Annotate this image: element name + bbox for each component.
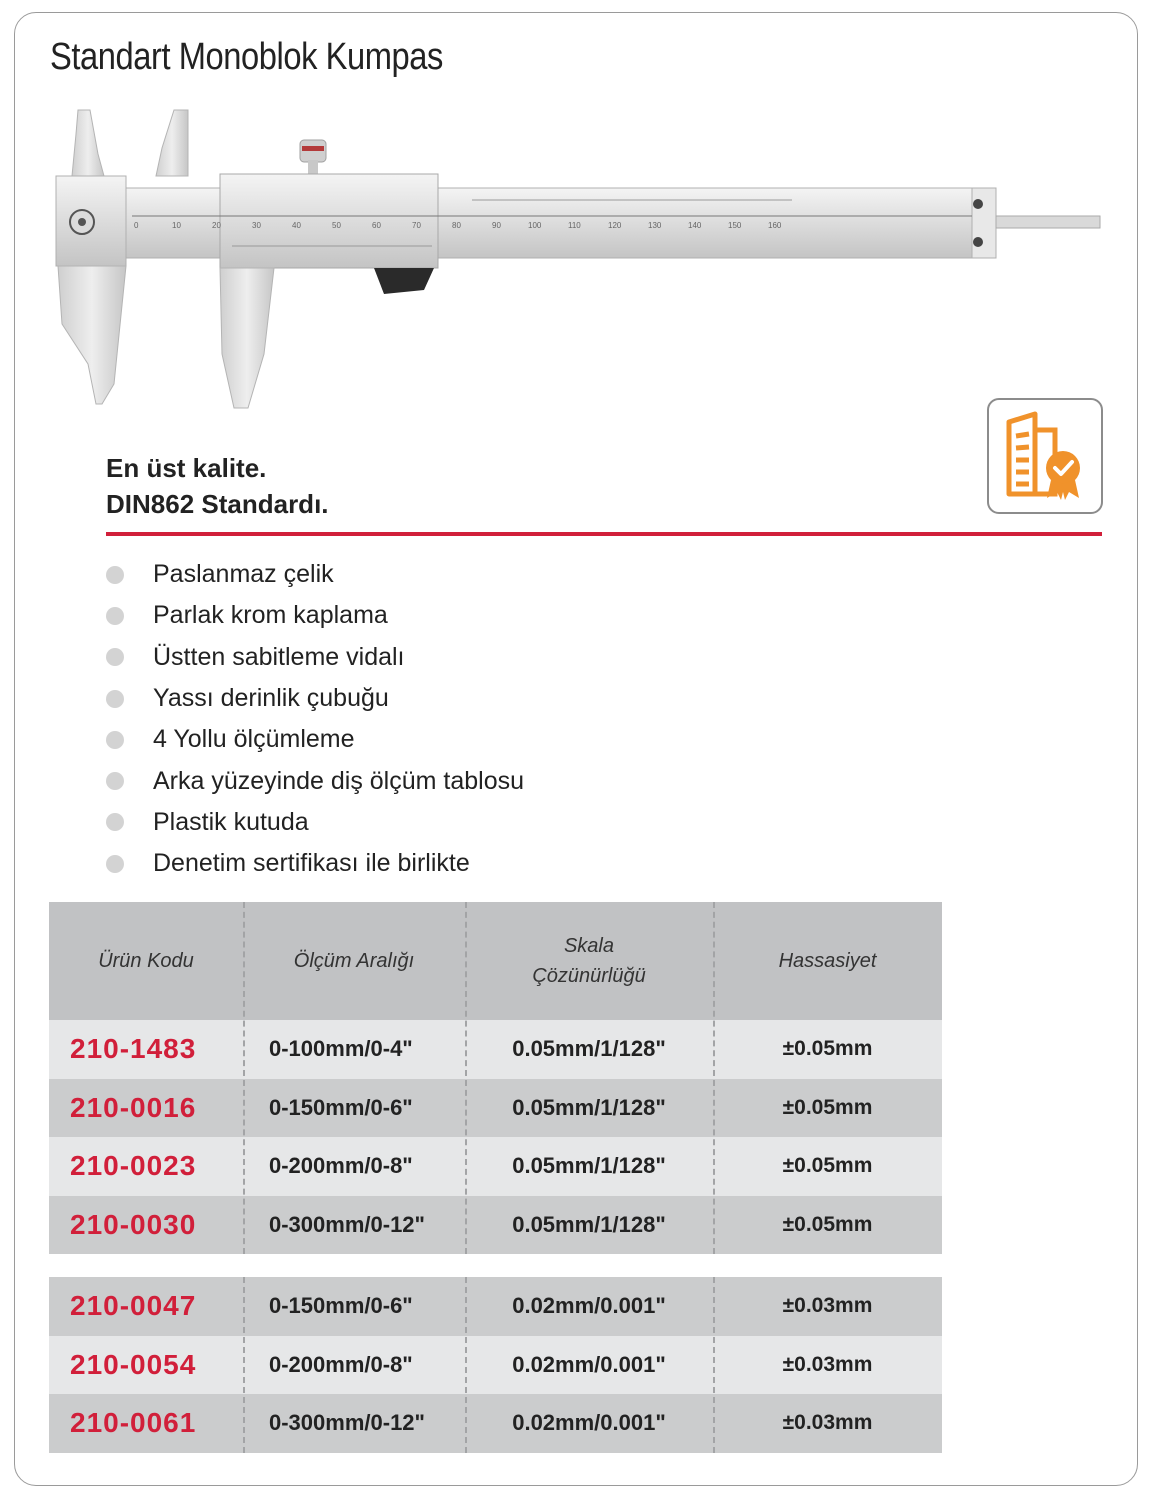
svg-text:120: 120 (608, 221, 622, 230)
accuracy: ±0.05mm (782, 1037, 873, 1061)
measuring-range: 0-200mm/0-8" (269, 1351, 413, 1377)
scale-resolution: 0.05mm/1/128" (512, 1094, 666, 1120)
product-code: 210-1483 (70, 1033, 197, 1065)
feature-list (106, 554, 524, 884)
feature-text: 4 Yollu ölçümleme (153, 725, 355, 754)
header-product-code: Ürün Kodu (98, 950, 194, 972)
svg-text:30: 30 (252, 221, 261, 230)
svg-text:80: 80 (452, 221, 461, 230)
accuracy: ±0.03mm (782, 1411, 873, 1435)
table-row (49, 1137, 942, 1196)
bullet-icon (106, 855, 124, 873)
page-title: Standart Monoblok Kumpas (50, 36, 443, 78)
vernier-caliper-image (52, 104, 1106, 414)
accuracy: ±0.05mm (782, 1095, 873, 1119)
feature-item (106, 637, 524, 678)
bullet-icon (106, 731, 124, 749)
feature-item (106, 760, 524, 801)
table-row (49, 1336, 942, 1395)
feature-item (106, 554, 524, 595)
header-resolution (465, 902, 713, 1020)
tagline-line-2: DIN862 Standardı. (106, 489, 329, 519)
svg-text:0: 0 (134, 221, 139, 230)
column-divider (465, 1277, 467, 1453)
table-row (49, 1394, 942, 1453)
table-row (49, 1079, 942, 1138)
svg-text:100: 100 (528, 221, 542, 230)
table-row (49, 1020, 942, 1079)
svg-text:60: 60 (372, 221, 381, 230)
header-resolution-text: Skala Çözünürlüğü (532, 935, 646, 987)
svg-text:160: 160 (768, 221, 782, 230)
scale-resolution: 0.05mm/1/128" (512, 1153, 666, 1179)
table-row (49, 1277, 942, 1336)
measuring-range: 0-300mm/0-12" (269, 1410, 425, 1436)
svg-text:140: 140 (688, 221, 702, 230)
svg-text:110: 110 (568, 221, 581, 230)
scale-resolution: 0.02mm/0.001" (512, 1293, 666, 1319)
scale-resolution: 0.05mm/1/128" (512, 1211, 666, 1237)
measuring-range: 0-100mm/0-4" (269, 1036, 413, 1062)
feature-item (106, 678, 524, 719)
table-row (49, 1196, 942, 1255)
column-divider (465, 902, 467, 1254)
bullet-icon (106, 690, 124, 708)
svg-text:40: 40 (292, 221, 301, 230)
svg-text:10: 10 (172, 221, 181, 230)
table-group-1 (49, 1020, 942, 1254)
feature-text: Plastik kutuda (153, 807, 309, 836)
bullet-icon (106, 648, 124, 666)
table-group-2 (49, 1277, 942, 1453)
feature-text: Denetim sertifikası ile birlikte (153, 849, 470, 878)
feature-text: Arka yüzeyinde diş ölçüm tablosu (153, 766, 525, 795)
feature-item (106, 843, 524, 884)
measuring-range: 0-150mm/0-6" (269, 1293, 413, 1319)
svg-text:130: 130 (648, 221, 662, 230)
scale-resolution: 0.02mm/0.001" (512, 1351, 666, 1377)
product-code: 210-0023 (70, 1150, 197, 1182)
certified-building-icon (989, 400, 1101, 512)
bullet-icon (106, 772, 124, 790)
scale-resolution: 0.05mm/1/128" (512, 1036, 666, 1062)
column-divider (243, 1277, 245, 1453)
scale-resolution: 0.02mm/0.001" (512, 1410, 666, 1436)
column-divider (713, 1277, 715, 1453)
column-divider (713, 902, 715, 1254)
product-code: 210-0047 (70, 1290, 197, 1322)
svg-text:90: 90 (492, 221, 501, 230)
measuring-range: 0-150mm/0-6" (269, 1094, 413, 1120)
tagline-line-1: En üst kalite. (106, 453, 267, 483)
header-accuracy: Hassasiyet (778, 950, 877, 972)
feature-text: Üstten sabitleme vidalı (153, 642, 405, 671)
accuracy: ±0.03mm (782, 1352, 873, 1376)
product-code: 210-0016 (70, 1091, 197, 1123)
feature-text: Yassı derinlik çubuğu (153, 684, 389, 713)
bullet-icon (106, 566, 124, 584)
bullet-icon (106, 813, 124, 831)
measuring-range: 0-300mm/0-12" (269, 1211, 425, 1237)
column-divider (243, 902, 245, 1254)
feature-text: Paslanmaz çelik (153, 560, 334, 589)
product-code: 210-0061 (70, 1407, 197, 1439)
quality-certificate-badge (987, 398, 1103, 514)
table-header (49, 902, 942, 1020)
product-code: 210-0054 (70, 1348, 197, 1380)
accuracy: ±0.05mm (782, 1154, 873, 1178)
feature-item (106, 802, 524, 843)
svg-text:150: 150 (728, 221, 742, 230)
accuracy: ±0.03mm (782, 1294, 873, 1318)
feature-item (106, 719, 524, 760)
measuring-range: 0-200mm/0-8" (269, 1153, 413, 1179)
svg-text:70: 70 (412, 221, 421, 230)
svg-text:20: 20 (212, 221, 221, 230)
red-divider (106, 532, 1102, 536)
product-code: 210-0030 (70, 1208, 197, 1240)
svg-text:50: 50 (332, 221, 341, 230)
accuracy: ±0.05mm (782, 1212, 873, 1236)
feature-item (106, 595, 524, 636)
feature-text: Parlak krom kaplama (153, 601, 388, 630)
bullet-icon (106, 607, 124, 625)
header-range: Ölçüm Aralığı (293, 950, 415, 972)
tagline (106, 450, 329, 522)
